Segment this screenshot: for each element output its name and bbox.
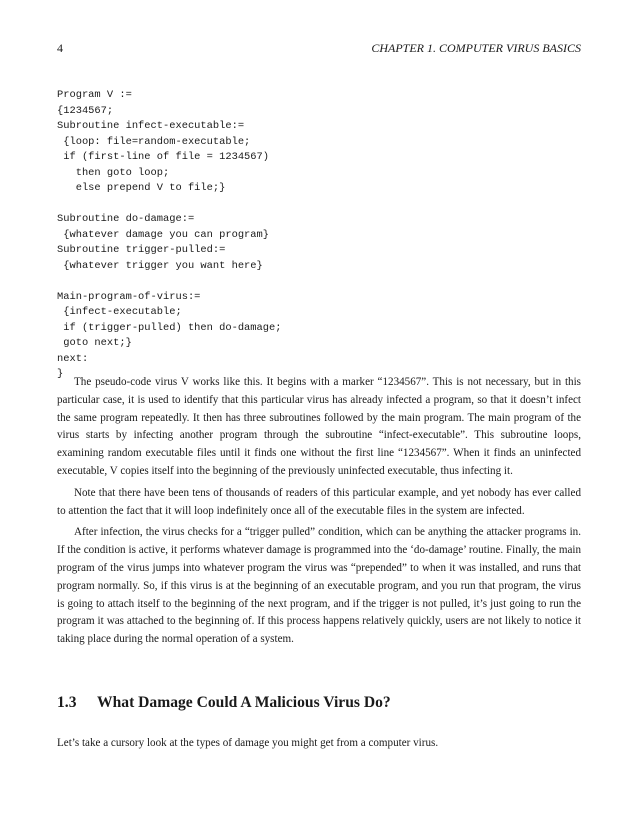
body-text xyxy=(57,374,581,653)
code-line: {loop: file=random-executable; xyxy=(57,135,251,148)
code-line: then goto loop; xyxy=(57,166,170,179)
code-line: if (first-line of file = 1234567) xyxy=(57,151,270,163)
code-line: Subroutine trigger-pulled:= xyxy=(57,244,226,256)
code-line: } xyxy=(57,368,64,380)
code-listing xyxy=(57,88,581,383)
code-line: next: xyxy=(57,352,89,365)
code-line: goto next;} xyxy=(57,337,132,349)
section-number: 1.3 xyxy=(57,694,77,711)
running-head: CHAPTER 1. COMPUTER VIRUS BASICS xyxy=(371,41,581,55)
code-line: Program V := xyxy=(57,89,132,101)
paragraph-infinite-loop-note: Note that there have been tens of thousands of readers of this particular example, and yet nobody has ever called to attention the fact that it will loop indefinitely once all of the executable files in the system are infected. xyxy=(57,486,581,517)
code-line: else prepend V to file;} xyxy=(57,182,226,194)
code-line: Main-program-of-virus:= xyxy=(57,290,201,303)
code-line: {1234567; xyxy=(57,104,114,117)
page-header xyxy=(57,41,581,57)
code-line: {whatever damage you can program} xyxy=(57,228,270,241)
code-line: {whatever trigger you want here} xyxy=(57,259,263,272)
code-line: Subroutine do-damage:= xyxy=(57,213,195,225)
code-line xyxy=(57,274,581,290)
page-number: 4 xyxy=(57,41,63,55)
code-line xyxy=(57,197,581,213)
section-title: What Damage Could A Malicious Virus Do? xyxy=(97,694,391,711)
section-intro-paragraph: Let’s take a cursory look at the types of damage you might get from a computer virus. xyxy=(57,737,439,749)
paragraph-virus-explanation: The pseudo-code virus V works like this. It begins with a marker “1234567”. This is not necessary, but in this particular case, it is used to identify that this particular virus has already infected a program, so that it doesn’t infect the same program repeatedly. It then has three subroutines followed by the main program. The main program of the virus starts by infecting another program through the subroutine “infect-executable”. This subroutine loops, examining random executable files until it finds one without the first line “1234567”. When it finds an uninfected executable, V copies itself into the beginning of the previously uninfected executable, thus infecting it. xyxy=(57,376,581,477)
code-line: if (trigger-pulled) then do-damage; xyxy=(57,321,282,334)
paragraph-after-infection: After infection, the virus checks for a “trigger pulled” condition, which can be anything the attacker programs in. If the condition is active, it performs whatever damage is programmed into the ‘do-damage’ routine. Finally, the main program of the virus jumps into whatever program the virus was “prepended” to when it was installed, and runs that program normally. So, if this virus is at the beginning of an executable program, and you run that program, the virus is going to attach itself to the beginning of the next program, and if the trigger is not pulled, it’s just going to run the program it was attached to the beginning of. If this process happens relatively quickly, users are not likely to notice it taking place during the normal operation of a system. xyxy=(57,526,581,646)
code-line: Subroutine infect-executable:= xyxy=(57,120,245,132)
code-line: {infect-executable; xyxy=(57,306,182,318)
section-heading xyxy=(57,694,581,712)
